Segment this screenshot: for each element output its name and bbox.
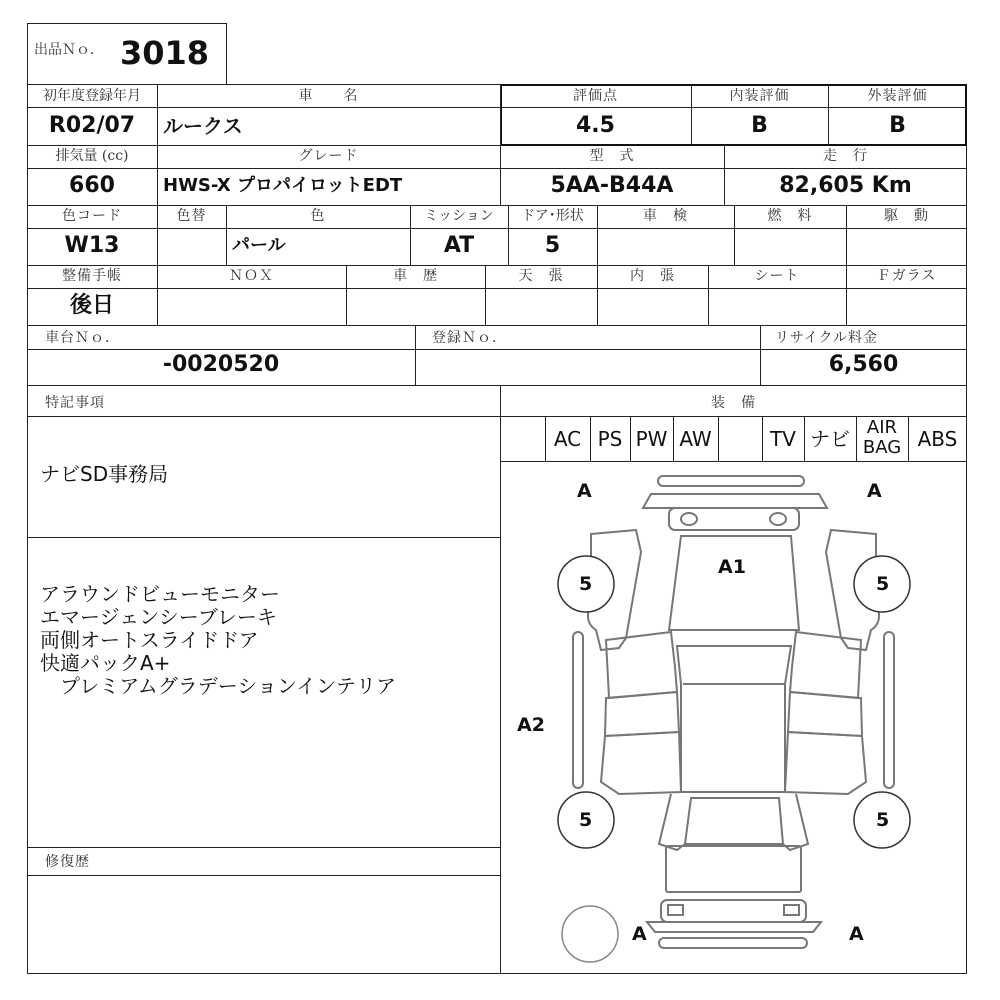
model-code-value: 5AA-B44A [550,173,674,198]
color-code-label: 色コード [62,208,122,224]
recycle-fee-value: 6,560 [828,352,899,377]
color-change-label: 色替 [176,208,207,224]
mark-tire-rear-left: 5 [579,809,593,831]
score-value: 4.5 [576,113,615,138]
mark-rear-left: A [632,923,647,945]
mark-tire-front-left: 5 [579,573,593,595]
equipment-abs: ABS [917,427,958,451]
notes-lines: アラウンドビューモニター エマージェンシーブレーキ 両側オートスライドドア 快適パックA+ プレミアムグラデーションインテリア [40,582,396,698]
notes-line-1: ナビSD事務局 [40,462,169,486]
registration-number-label: 登録Ｎｏ． [432,330,507,346]
equipment-label: 装 備 [711,395,756,411]
mark-side: A2 [517,714,545,736]
service-record-value: 後日 [69,293,114,318]
equipment-ps: PS [597,427,623,451]
recycle-fee-label: リサイクル料金 [775,330,879,346]
interior-grade-label: 内装評価 [729,88,790,104]
history-label: 車 歴 [393,268,438,284]
score-label: 評価点 [573,88,618,104]
mark-tire-rear-right: 5 [876,809,890,831]
door-shape-label: ドア･形状 [521,208,584,224]
mark-tire-front-right: 5 [876,573,890,595]
notes-label: 特記事項 [45,395,105,411]
repair-history-label: 修復歴 [45,854,90,870]
mileage-label: 走 行 [823,148,868,164]
mark-rear-right: A [849,923,864,945]
first-registration-value: R02/07 [48,113,136,138]
interior-trim-label: 内 張 [630,268,675,284]
color-label: 色 [310,208,326,224]
color-code-value: W13 [64,233,120,258]
fuel-label: 燃 料 [767,208,813,224]
interior-grade-value: B [751,113,768,138]
model-code-label: 型 式 [589,148,635,164]
grade-label: グレード [298,148,359,164]
mark-windshield: A1 [718,556,746,578]
equipment-tv: TV [770,427,796,451]
transmission-label: ミッション [424,208,494,224]
mark-front-right: A [867,480,882,502]
chassis-number-label: 車台Ｎｏ． [45,330,120,346]
lot-number-value: 3018 [120,34,210,72]
first-registration-label: 初年度登録年月 [43,88,141,104]
ceiling-label: 天 張 [518,268,564,284]
equipment-ac: AC [553,427,582,451]
drive-label: 駆 動 [884,208,929,224]
equipment-navi: ナビ [810,427,850,451]
front-glass-label: Ｆガラス [876,268,937,284]
transmission-value: AT [443,233,475,258]
inspection-label: 車 検 [643,208,688,224]
grade-value: HWS-X プロパイロットEDT [163,175,403,196]
equipment-airbag: AIR BAG [862,417,902,458]
service-record-label: 整備手帳 [62,268,122,284]
displacement-label: 排気量 (cc) [55,148,129,164]
displacement-value: 660 [69,173,115,198]
door-shape-value: 5 [544,233,561,258]
mileage-value: 82,605 Km [779,173,912,198]
equipment-pw: PW [635,427,668,451]
car-name-value: ルークス [163,114,243,138]
seat-label: シート [754,268,800,284]
exterior-grade-value: B [889,113,906,138]
nox-label: ＮＯＸ [229,268,274,284]
car-name-label: 車 名 [298,88,359,104]
mark-front-left: A [577,480,592,502]
chassis-number-value: -0020520 [162,352,280,377]
lot-number-label: 出品Ｎｏ． [34,42,104,58]
equipment-aw: AW [679,427,712,451]
color-value: パール [232,235,286,256]
car-diagram [501,462,966,973]
exterior-grade-label: 外装評価 [867,88,928,104]
